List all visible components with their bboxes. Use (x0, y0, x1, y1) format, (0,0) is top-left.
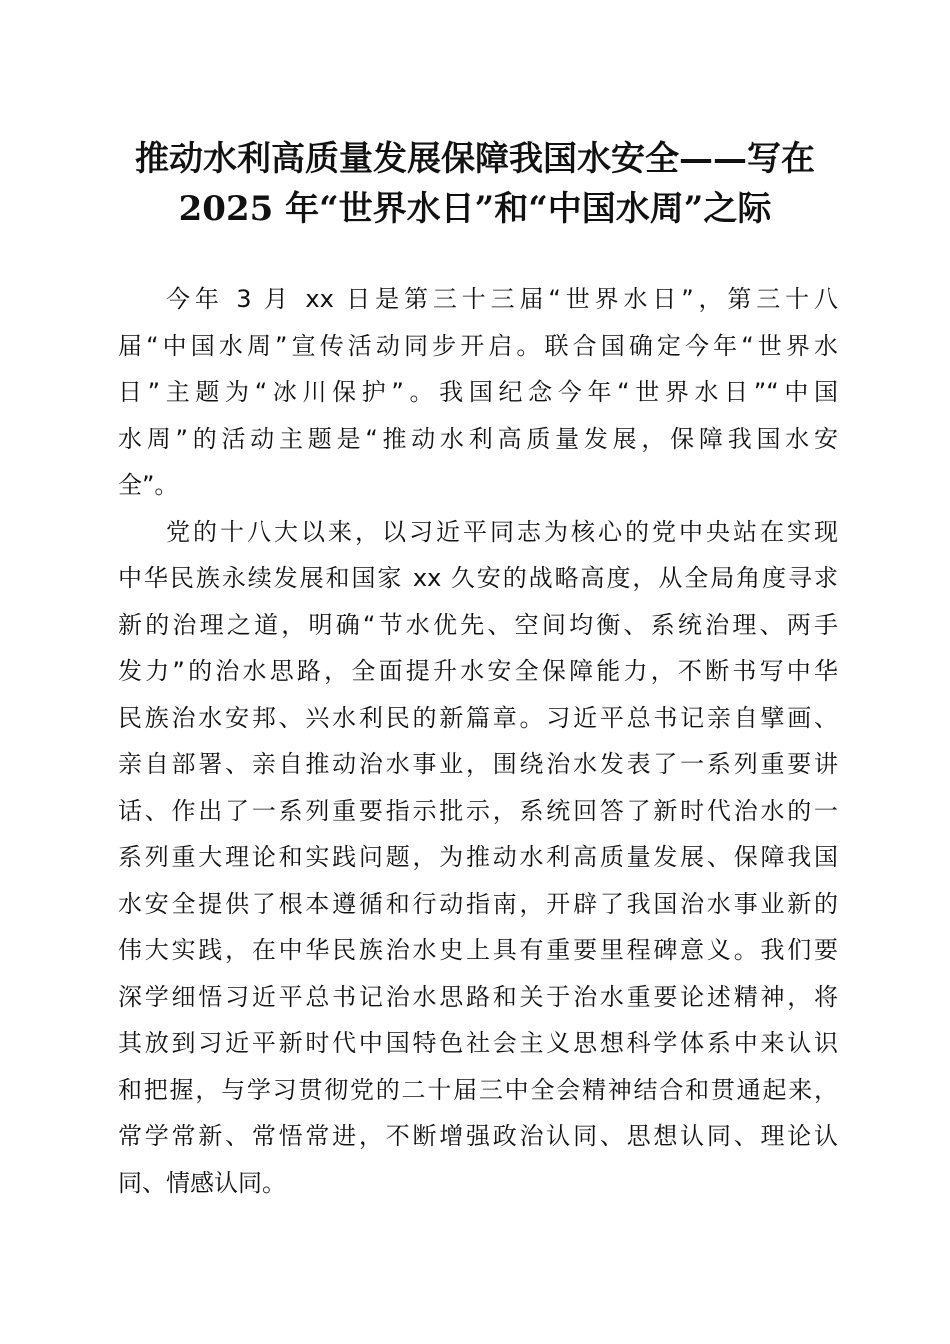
text-line: 深学细悟习近平总书记治水思路和关于治水重要论述精神，将 (118, 982, 838, 1011)
text-line: 亲自部署、亲自推动治水事业，围绕治水发表了一系列重要讲 (118, 750, 838, 778)
text-line: 其放到习近平新时代中国特色社会主义思想科学体系中来认识 (118, 1029, 838, 1057)
text-line: 水周”的活动主题是“推动水利高质量发展，保障我国水安 (118, 424, 838, 453)
text-line: 民族治水安邦、兴水利民的新篇章。习近平总书记亲自擘画、 (118, 703, 838, 732)
paragraph-1 (118, 276, 838, 509)
text-line: 和把握，与学习贯彻党的二十届三中全会精神结合和贯通起来， (118, 1075, 838, 1104)
text-line: 新的治理之道，明确“节水优先、空间均衡、系统治理、两手 (118, 610, 838, 639)
text-line: 日”主题为“冰川保护”。我国纪念今年“世界水日”“中国 (118, 378, 838, 406)
text-line: 水安全提供了根本遵循和行动指南，开辟了我国治水事业新的 (118, 889, 838, 918)
text-line: 伟大实践，在中华民族治水史上具有重要里程碑意义。我们要 (118, 936, 838, 964)
title-line: 推动水利高质量发展保障我国水安全——写在 (135, 139, 815, 179)
title-line: 2025 年“世界水日”和“中国水周”之际 (178, 189, 772, 229)
text-line: 今年 3 月 xx 日是第三十三届“世界水日”，第三十八 (166, 285, 838, 313)
paragraph-2 (118, 509, 838, 1207)
text-line: 常学常新、常悟常进，不断增强政治认同、思想认同、理论认 (118, 1122, 838, 1150)
document-body (118, 276, 838, 1206)
document-title (100, 134, 850, 234)
text-line: 党的十八大以来，以习近平同志为核心的党中央站在实现 (166, 517, 838, 546)
text-line: 话、作出了一系列重要指示批示，系统回答了新时代治水的一 (118, 796, 838, 825)
text-line: 全”。 (118, 471, 179, 499)
text-line: 届“中国水周”宣传活动同步开启。联合国确定今年“世界水 (118, 331, 838, 360)
text-line: 同、情感认同。 (118, 1168, 286, 1197)
text-line: 系列重大理论和实践问题，为推动水利高质量发展、保障我国 (118, 843, 838, 871)
text-line: 中华民族永续发展和国家 xx 久安的战略高度，从全局角度寻求 (118, 564, 838, 592)
text-line: 发力”的治水思路，全面提升水安全保障能力，不断书写中华 (118, 657, 838, 685)
